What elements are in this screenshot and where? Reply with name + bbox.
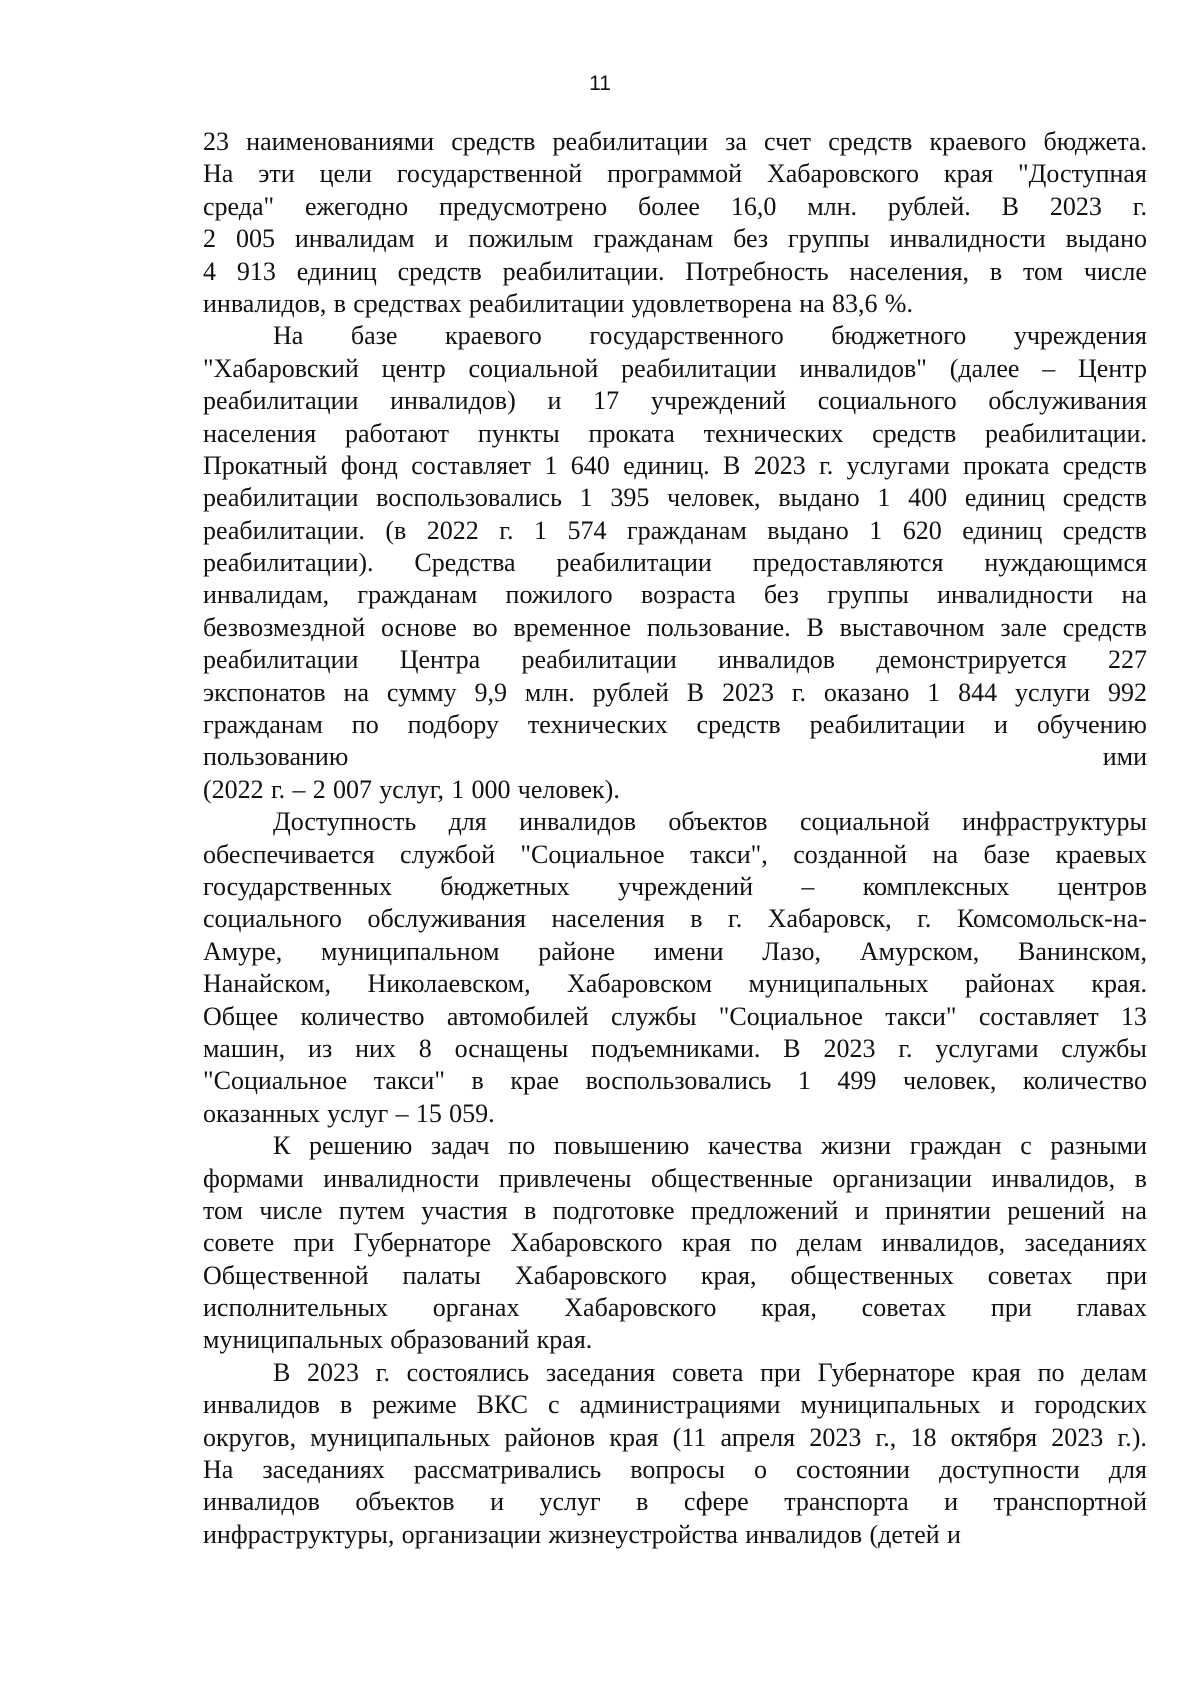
text-line: экспонатов на сумму 9,9 млн. рублей В 2023 г. оказано 1 844 услуги 992 (203, 677, 1147, 707)
paragraph (203, 806, 1147, 1130)
text-line: исполнительных органах Хабаровского края, советах при главах (203, 1293, 1147, 1323)
text-line: государственных бюджетных учреждений – комплексных центров (203, 871, 1147, 901)
text-line: На эти цели государственной программой Хабаровского края "Доступная (203, 159, 1147, 189)
text-line: инвалидов в режиме ВКС с администрациями муниципальных и городских (203, 1390, 1147, 1420)
text-line: безвозмездной основе во временное пользование. В выставочном зале средств (203, 612, 1147, 642)
text-line: 4 913 единиц средств реабилитации. Потребность населения, в том числе (203, 256, 1147, 286)
text-line: Нанайском, Николаевском, Хабаровском муниципальных районах края. (203, 969, 1147, 999)
text-line: инфраструктуры, организации жизнеустройства инвалидов (детей и (203, 1519, 961, 1549)
text-line: реабилитации Центра реабилитации инвалидов демонстрируется 227 (203, 645, 1147, 675)
text-line: населения работают пункты проката технических средств реабилитации. (203, 418, 1147, 448)
text-line: округов, муниципальных районов края (11 апреля 2023 г., 18 октября 2023 г.). (203, 1422, 1147, 1452)
text-line: совете при Губернаторе Хабаровского края по делам инвалидов, заседаниях (203, 1228, 1147, 1258)
text-line: Общественной палаты Хабаровского края, общественных советах при (203, 1260, 1147, 1290)
text-line: На базе краевого государственного бюджетного учреждения (273, 321, 1147, 351)
text-line: (2022 г. – 2 007 услуг, 1 000 человек). (203, 774, 620, 804)
text-line: На заседаниях рассматривались вопросы о состоянии доступности для (203, 1455, 1147, 1485)
text-line: инвалидов объектов и услуг в сфере транспорта и транспортной (203, 1487, 1147, 1517)
document-body (203, 126, 1147, 1551)
text-line: В 2023 г. состоялись заседания совета при Губернаторе края по делам (273, 1357, 1147, 1387)
paragraph (203, 126, 1147, 320)
text-line: гражданам по подбору технических средств реабилитации и обучению (203, 710, 1147, 740)
text-line: социального обслуживания населения в г. Хабаровск, г. Комсомольск-на- (203, 904, 1147, 934)
text-line: 23 наименованиями средств реабилитации за счет средств краевого бюджета. (203, 127, 1147, 156)
text-line: "Хабаровский центр социальной реабилитации инвалидов" (далее – Центр (203, 353, 1147, 383)
text-line: муниципальных образований края. (203, 1325, 593, 1355)
text-line: инвалидам, гражданам пожилого возраста без группы инвалидности на (203, 580, 1147, 610)
text-line: пользованию ими (203, 742, 1147, 772)
text-line: инвалидов, в средствах реабилитации удовлетворена на 83,6 %. (203, 288, 913, 318)
text-line: машин, из них 8 оснащены подъемниками. В 2023 г. услугами службы (203, 1033, 1147, 1063)
text-line: К решению задач по повышению качества жизни граждан с разными (273, 1131, 1147, 1161)
text-line: реабилитации воспользовались 1 395 человек, выдано 1 400 единиц средств (203, 483, 1147, 513)
text-line: оказанных услуг – 15 059. (203, 1098, 495, 1128)
page-number: 11 (589, 72, 611, 95)
paragraph (203, 1130, 1147, 1357)
text-line: Доступность для инвалидов объектов социальной инфраструктуры (273, 807, 1147, 837)
text-line: реабилитации инвалидов) и 17 учреждений социального обслуживания (203, 386, 1147, 416)
text-line: "Социальное такси" в крае воспользовались 1 499 человек, количество (203, 1066, 1147, 1096)
paragraph (203, 320, 1147, 806)
text-line: Прокатный фонд составляет 1 640 единиц. В 2023 г. услугами проката средств (203, 450, 1147, 480)
text-line: реабилитации). Средства реабилитации предоставляются нуждающимся (203, 548, 1147, 578)
text-line: 2 005 инвалидам и пожилым гражданам без группы инвалидности выдано (203, 224, 1147, 254)
paragraph (203, 1357, 1147, 1551)
text-line: Общее количество автомобилей службы "Социальное такси" составляет 13 (203, 1001, 1147, 1031)
text-line: среда" ежегодно предусмотрено более 16,0 млн. рублей. В 2023 г. (203, 191, 1147, 221)
text-line: том числе путем участия в подготовке предложений и принятии решений на (203, 1195, 1147, 1225)
text-line: реабилитации. (в 2022 г. 1 574 гражданам выдано 1 620 единиц средств (203, 515, 1147, 545)
text-line: Амуре, муниципальном районе имени Лазо, Амурском, Ванинском, (203, 936, 1147, 966)
text-line: обеспечивается службой "Социальное такси", созданной на базе краевых (203, 839, 1147, 869)
text-line: формами инвалидности привлечены общественные организации инвалидов, в (203, 1163, 1147, 1193)
